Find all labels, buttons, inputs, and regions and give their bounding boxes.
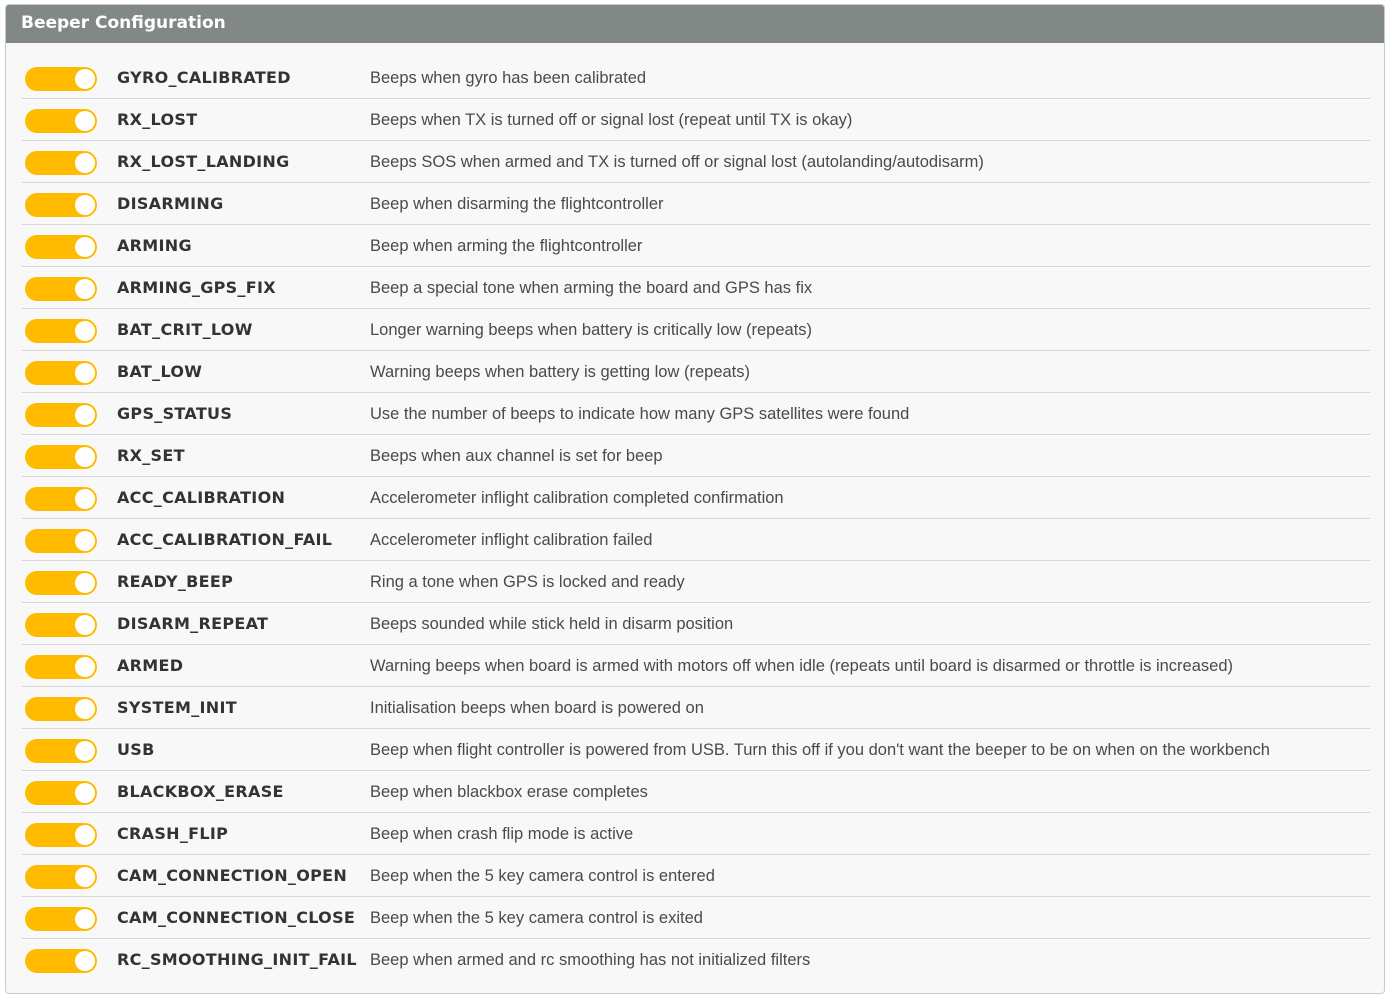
toggle-knob	[75, 531, 95, 551]
toggle-knob	[75, 741, 95, 761]
beeper-row	[22, 393, 1370, 435]
beeper-row	[22, 141, 1370, 183]
beeper-description: Beep when flight controller is powered from USB. Turn this off if you don't want the beeper to be on when on the workbench	[370, 741, 1270, 759]
toggle-knob	[75, 447, 95, 467]
toggle-knob	[75, 153, 95, 173]
beeper-name: RC_SMOOTHING_INIT_FAIL	[117, 950, 357, 969]
toggle-knob	[75, 699, 95, 719]
beeper-description: Warning beeps when board is armed with motors off when idle (repeats until board is disarmed or throttle is increased)	[370, 657, 1234, 675]
beeper-description: Warning beeps when battery is getting low (repeats)	[370, 363, 750, 381]
toggle-knob	[75, 657, 95, 677]
beeper-row	[22, 57, 1370, 99]
beeper-toggle-rx-lost[interactable]	[25, 109, 97, 133]
beeper-name: BAT_LOW	[117, 362, 203, 381]
beeper-row	[22, 351, 1370, 393]
beeper-name: ACC_CALIBRATION	[117, 488, 286, 507]
beeper-description: Beep when armed and rc smoothing has not initialized filters	[370, 951, 811, 969]
beeper-name: GPS_STATUS	[117, 404, 233, 423]
beeper-description: Accelerometer inflight calibration failed	[370, 531, 653, 549]
beeper-toggle-ready-beep[interactable]	[25, 571, 97, 595]
beeper-name: CAM_CONNECTION_OPEN	[117, 866, 348, 885]
beeper-toggle-gps-status[interactable]	[25, 403, 97, 427]
beeper-toggle-bat-crit-low[interactable]	[25, 319, 97, 343]
beeper-row	[22, 561, 1370, 603]
beeper-row	[22, 225, 1370, 267]
beeper-toggle-cam-connection-close[interactable]	[25, 907, 97, 931]
beeper-toggle-bat-low[interactable]	[25, 361, 97, 385]
beeper-row	[22, 771, 1370, 813]
toggle-knob	[75, 111, 95, 131]
beeper-toggle-usb[interactable]	[25, 739, 97, 763]
beeper-name: ARMED	[117, 656, 184, 675]
toggle-knob	[75, 321, 95, 341]
beeper-name: SYSTEM_INIT	[117, 698, 237, 717]
beeper-row	[22, 855, 1370, 897]
beeper-name: CRASH_FLIP	[117, 824, 229, 843]
beeper-name: ARMING_GPS_FIX	[117, 278, 276, 297]
beeper-name: USB	[117, 740, 155, 759]
beeper-name: RX_SET	[117, 446, 185, 465]
beeper-description: Ring a tone when GPS is locked and ready	[370, 573, 685, 591]
beeper-row	[22, 897, 1370, 939]
beeper-description: Beeps sounded while stick held in disarm position	[370, 615, 734, 633]
toggle-knob	[75, 615, 95, 635]
beeper-description: Beep when arming the flightcontroller	[370, 237, 643, 255]
beeper-name: RX_LOST_LANDING	[117, 152, 290, 171]
beeper-name: BLACKBOX_ERASE	[117, 782, 284, 801]
beeper-row	[22, 645, 1370, 687]
beeper-description: Beep a special tone when arming the board and GPS has fix	[370, 279, 813, 297]
beeper-toggle-rx-set[interactable]	[25, 445, 97, 469]
beeper-description: Beep when disarming the flightcontroller	[370, 195, 664, 213]
beeper-toggle-arming[interactable]	[25, 235, 97, 259]
beeper-toggle-cam-connection-open[interactable]	[25, 865, 97, 889]
toggle-knob	[75, 825, 95, 845]
beeper-row	[22, 813, 1370, 855]
beeper-name: READY_BEEP	[117, 572, 234, 591]
toggle-knob	[75, 489, 95, 509]
beeper-row	[22, 435, 1370, 477]
toggle-knob	[75, 573, 95, 593]
beeper-toggle-armed[interactable]	[25, 655, 97, 679]
beeper-row	[22, 519, 1370, 561]
beeper-name: ARMING	[117, 236, 192, 255]
beeper-row	[22, 309, 1370, 351]
beeper-row	[22, 729, 1370, 771]
beeper-toggle-disarming[interactable]	[25, 193, 97, 217]
toggle-knob	[75, 783, 95, 803]
beeper-description: Accelerometer inflight calibration completed confirmation	[370, 489, 784, 507]
beeper-toggle-rc-smoothing-init-fail[interactable]	[25, 949, 97, 973]
toggle-knob	[75, 867, 95, 887]
beeper-description: Longer warning beeps when battery is critically low (repeats)	[370, 321, 813, 339]
beeper-name: DISARM_REPEAT	[117, 614, 269, 633]
beeper-description: Beeps when gyro has been calibrated	[370, 69, 647, 87]
beeper-description: Beep when the 5 key camera control is entered	[370, 867, 715, 885]
toggle-knob	[75, 237, 95, 257]
beeper-name: DISARMING	[117, 194, 224, 213]
beeper-row	[22, 267, 1370, 309]
beeper-name: BAT_CRIT_LOW	[117, 320, 253, 339]
toggle-knob	[75, 195, 95, 215]
beeper-name: RX_LOST	[117, 110, 198, 129]
beeper-description: Beeps when TX is turned off or signal lost (repeat until TX is okay)	[370, 111, 853, 129]
beeper-list	[22, 57, 1370, 981]
beeper-configuration-panel	[5, 4, 1385, 994]
beeper-toggle-disarm-repeat[interactable]	[25, 613, 97, 637]
toggle-knob	[75, 69, 95, 89]
beeper-toggle-system-init[interactable]	[25, 697, 97, 721]
panel-title: Beeper Configuration	[6, 5, 1384, 43]
toggle-knob	[75, 279, 95, 299]
beeper-row	[22, 939, 1370, 981]
beeper-row	[22, 603, 1370, 645]
beeper-toggle-acc-calibration[interactable]	[25, 487, 97, 511]
beeper-toggle-crash-flip[interactable]	[25, 823, 97, 847]
beeper-toggle-arming-gps-fix[interactable]	[25, 277, 97, 301]
beeper-row	[22, 477, 1370, 519]
toggle-knob	[75, 951, 95, 971]
beeper-description: Beeps SOS when armed and TX is turned off or signal lost (autolanding/autodisarm)	[370, 153, 984, 171]
beeper-toggle-gyro-calibrated[interactable]	[25, 67, 97, 91]
beeper-description: Beep when blackbox erase completes	[370, 783, 648, 801]
beeper-description: Initialisation beeps when board is powered on	[370, 699, 704, 717]
beeper-toggle-acc-calibration-fail[interactable]	[25, 529, 97, 553]
beeper-description: Beeps when aux channel is set for beep	[370, 447, 663, 465]
beeper-name: CAM_CONNECTION_CLOSE	[117, 908, 356, 927]
beeper-name: GYRO_CALIBRATED	[117, 68, 291, 87]
beeper-description: Beep when the 5 key camera control is exited	[370, 909, 703, 927]
toggle-knob	[75, 909, 95, 929]
beeper-description: Use the number of beeps to indicate how many GPS satellites were found	[370, 405, 910, 423]
beeper-name: ACC_CALIBRATION_FAIL	[117, 530, 333, 549]
beeper-row	[22, 99, 1370, 141]
toggle-knob	[75, 405, 95, 425]
beeper-toggle-blackbox-erase[interactable]	[25, 781, 97, 805]
beeper-description: Beep when crash flip mode is active	[370, 825, 634, 843]
toggle-knob	[75, 363, 95, 383]
beeper-toggle-rx-lost-landing[interactable]	[25, 151, 97, 175]
beeper-row	[22, 183, 1370, 225]
beeper-row	[22, 687, 1370, 729]
